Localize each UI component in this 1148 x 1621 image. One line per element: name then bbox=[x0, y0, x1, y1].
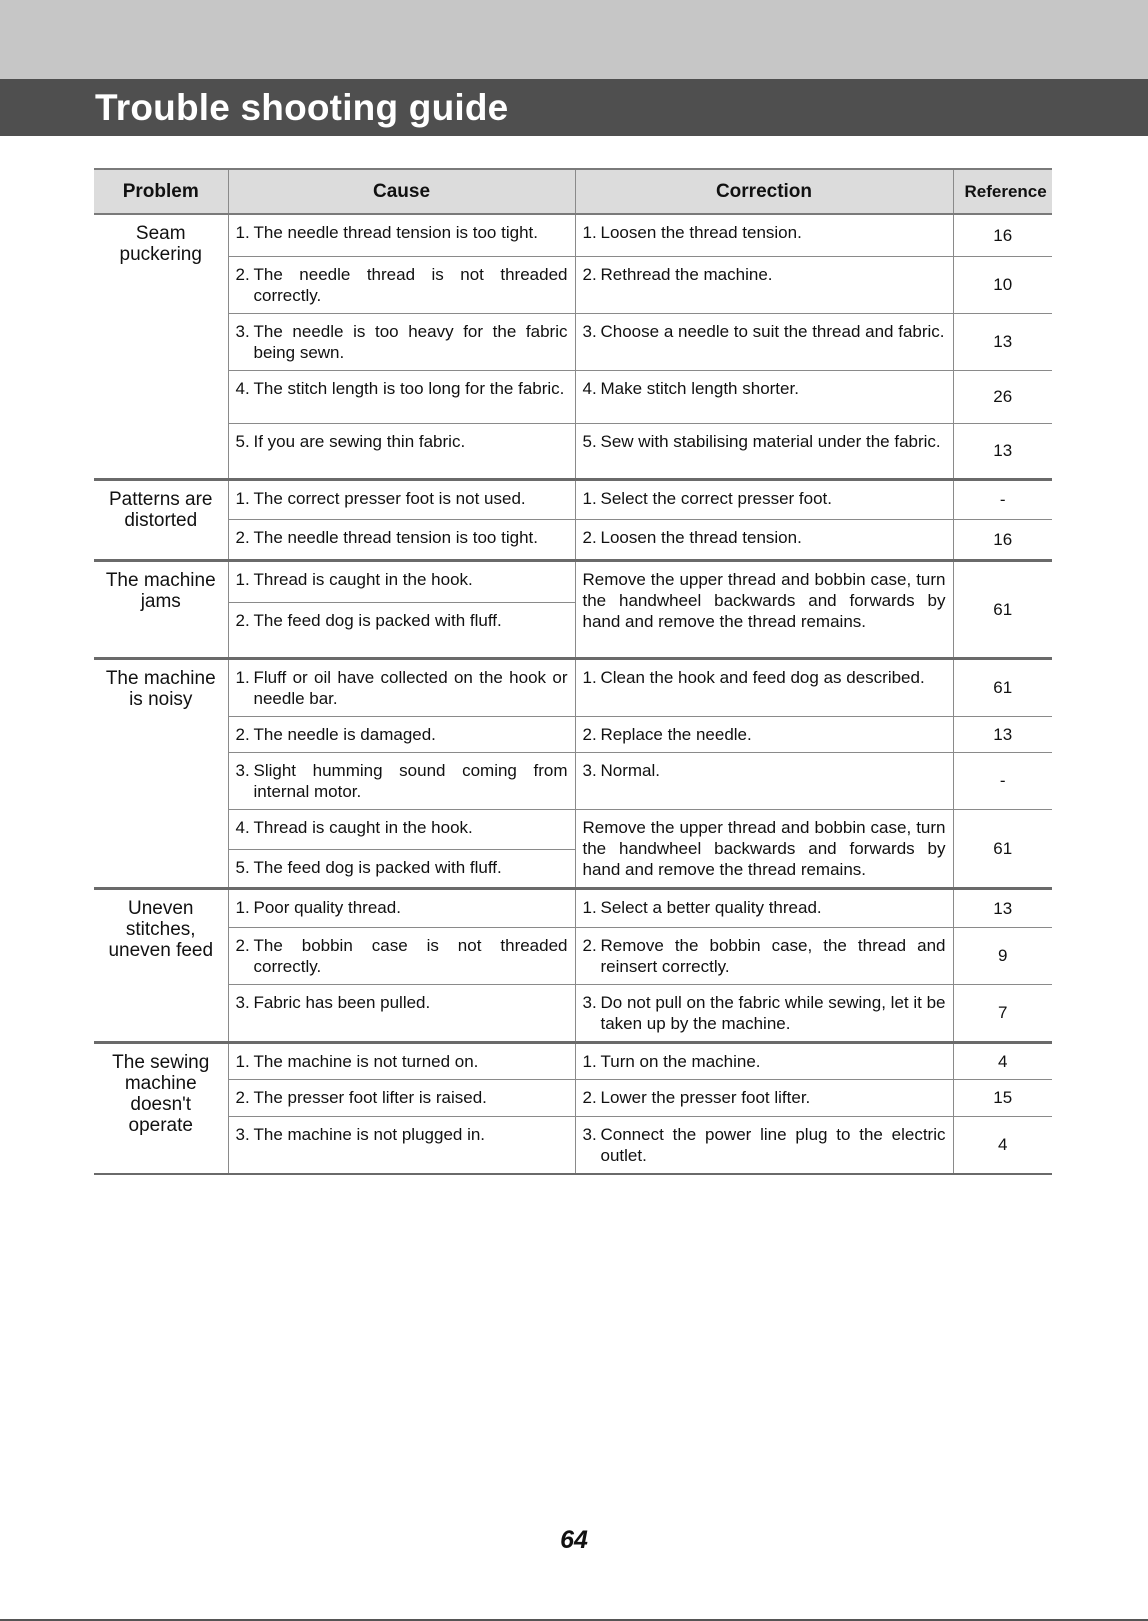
reference-cell: 26 bbox=[953, 370, 1052, 423]
cause-cell bbox=[228, 1042, 575, 1079]
cause-number: 1. bbox=[235, 223, 250, 242]
cause-cell bbox=[228, 313, 575, 370]
correction-text: Rethread the machine. bbox=[600, 264, 773, 284]
correction-cell bbox=[575, 716, 953, 752]
correction-cell bbox=[575, 1116, 953, 1174]
table-row bbox=[94, 479, 1052, 519]
table-row bbox=[94, 560, 1052, 602]
correction-cell bbox=[575, 423, 953, 479]
reference-cell: 16 bbox=[953, 214, 1052, 256]
correction-text: Replace the needle. bbox=[600, 724, 752, 744]
cause-text: Slight humming sound coming from internal motor. bbox=[253, 760, 568, 801]
cause-cell bbox=[228, 214, 575, 256]
table-row bbox=[94, 752, 1052, 809]
page-title: Trouble shooting guide bbox=[95, 87, 509, 128]
correction-cell bbox=[575, 1079, 953, 1116]
reference-cell: 61 bbox=[953, 658, 1052, 716]
cause-number: 3. bbox=[235, 1124, 250, 1144]
correction-text: Clean the hook and feed dog as described. bbox=[600, 667, 925, 687]
correction-number: 2. bbox=[582, 527, 597, 547]
title-bar bbox=[0, 79, 1148, 136]
cause-number: 5. bbox=[235, 431, 250, 451]
table-row bbox=[94, 256, 1052, 313]
cause-text: Poor quality thread. bbox=[253, 897, 401, 917]
column-header-correction: Correction bbox=[575, 169, 953, 214]
cause-text: The needle is damaged. bbox=[253, 724, 436, 744]
cause-text: The needle thread tension is too tight. bbox=[253, 223, 538, 242]
cause-cell bbox=[228, 752, 575, 809]
table-row bbox=[94, 658, 1052, 716]
correction-text: Remove the bobbin case, the thread and reinsert correctly. bbox=[600, 935, 946, 976]
cause-number: 2. bbox=[235, 264, 250, 284]
correction-text: Make stitch length shorter. bbox=[600, 378, 799, 398]
cause-cell bbox=[228, 888, 575, 927]
correction-number: 2. bbox=[582, 935, 597, 955]
cause-number: 4. bbox=[235, 378, 250, 398]
correction-cell bbox=[575, 658, 953, 716]
cause-text: The needle thread tension is too tight. bbox=[253, 527, 538, 547]
cause-cell bbox=[228, 519, 575, 560]
correction-cell bbox=[575, 888, 953, 927]
correction-cell-merged: Remove the upper thread and bobbin case, turn the handwheel backwards and forwards by hand and remove the thread remains. bbox=[575, 560, 953, 658]
cause-number: 2. bbox=[235, 1087, 250, 1107]
reference-cell: 13 bbox=[953, 313, 1052, 370]
cause-cell bbox=[228, 927, 575, 984]
cause-cell bbox=[228, 984, 575, 1042]
cause-number: 3. bbox=[235, 760, 250, 780]
column-header-reference: Reference bbox=[953, 169, 1052, 214]
cause-number: 2. bbox=[235, 724, 250, 744]
cause-number: 1. bbox=[235, 1051, 250, 1071]
cause-text: The feed dog is packed with fluff. bbox=[253, 857, 502, 877]
cause-text: Fabric has been pulled. bbox=[253, 992, 431, 1012]
correction-text: Turn on the machine. bbox=[600, 1051, 761, 1071]
correction-cell bbox=[575, 370, 953, 423]
cause-text: The stitch length is too long for the fabric. bbox=[253, 378, 565, 398]
reference-cell: 13 bbox=[953, 716, 1052, 752]
reference-cell: 4 bbox=[953, 1116, 1052, 1174]
cause-text: If you are sewing thin fabric. bbox=[253, 431, 466, 451]
cause-number: 3. bbox=[235, 992, 250, 1012]
cause-number: 4. bbox=[235, 817, 250, 837]
cause-cell bbox=[228, 716, 575, 752]
cause-cell bbox=[228, 256, 575, 313]
cause-text: Thread is caught in the hook. bbox=[253, 817, 473, 837]
correction-text: Connect the power line plug to the electric outlet. bbox=[600, 1124, 946, 1165]
table-row bbox=[94, 716, 1052, 752]
reference-cell: 61 bbox=[953, 560, 1052, 658]
correction-cell-merged: Remove the upper thread and bobbin case, turn the handwheel backwards and forwards by hand and remove the thread remains. bbox=[575, 809, 953, 888]
correction-cell bbox=[575, 984, 953, 1042]
cause-number: 1. bbox=[235, 488, 250, 508]
cause-text: The bobbin case is not threaded correctly. bbox=[253, 935, 568, 976]
problem-cell: Patterns are distorted bbox=[94, 479, 228, 560]
cause-text: The presser foot lifter is raised. bbox=[253, 1087, 487, 1107]
correction-number: 3. bbox=[582, 1124, 597, 1144]
correction-number: 1. bbox=[582, 897, 597, 917]
correction-text: Loosen the thread tension. bbox=[600, 223, 802, 242]
cause-number: 5. bbox=[235, 857, 250, 877]
cause-number: 1. bbox=[235, 667, 250, 687]
cause-cell bbox=[228, 809, 575, 849]
table-row bbox=[94, 370, 1052, 423]
table-row bbox=[94, 1079, 1052, 1116]
cause-number: 2. bbox=[235, 935, 250, 955]
cause-cell bbox=[228, 1116, 575, 1174]
reference-cell: 13 bbox=[953, 423, 1052, 479]
cause-text: The machine is not plugged in. bbox=[253, 1124, 486, 1144]
cause-text: Fluff or oil have collected on the hook or needle bar. bbox=[253, 667, 568, 708]
correction-cell bbox=[575, 479, 953, 519]
cause-number: 2. bbox=[235, 527, 250, 547]
cause-text: The needle is too heavy for the fabric being sewn. bbox=[253, 321, 568, 362]
correction-number: 5. bbox=[582, 431, 597, 451]
top-band bbox=[0, 0, 1148, 79]
table-row bbox=[94, 423, 1052, 479]
cause-number: 1. bbox=[235, 569, 250, 589]
correction-cell bbox=[575, 752, 953, 809]
reference-cell: 16 bbox=[953, 519, 1052, 560]
correction-number: 4. bbox=[582, 378, 597, 398]
problem-cell: The machine jams bbox=[94, 560, 228, 658]
correction-cell bbox=[575, 927, 953, 984]
correction-cell bbox=[575, 256, 953, 313]
cause-cell bbox=[228, 560, 575, 602]
correction-number: 1. bbox=[582, 667, 597, 687]
table-row bbox=[94, 313, 1052, 370]
correction-text: Sew with stabilising material under the fabric. bbox=[600, 431, 941, 451]
correction-number: 2. bbox=[582, 1087, 597, 1107]
cause-cell bbox=[228, 479, 575, 519]
reference-cell: 4 bbox=[953, 1042, 1052, 1079]
cause-cell bbox=[228, 849, 575, 888]
table-row bbox=[94, 888, 1052, 927]
page-number: 64 bbox=[560, 1526, 588, 1554]
cause-text: Thread is caught in the hook. bbox=[253, 569, 473, 589]
column-header-cause: Cause bbox=[228, 169, 575, 214]
correction-text: Lower the presser foot lifter. bbox=[600, 1087, 811, 1107]
problem-cell: Uneven stitches, uneven feed bbox=[94, 888, 228, 1042]
correction-cell bbox=[575, 1042, 953, 1079]
correction-number: 3. bbox=[582, 760, 597, 780]
cause-cell bbox=[228, 658, 575, 716]
table-row bbox=[94, 984, 1052, 1042]
reference-cell: 61 bbox=[953, 809, 1052, 888]
correction-cell bbox=[575, 313, 953, 370]
table-row bbox=[94, 519, 1052, 560]
reference-cell: 7 bbox=[953, 984, 1052, 1042]
correction-number: 2. bbox=[582, 264, 597, 284]
correction-number: 1. bbox=[582, 1051, 597, 1071]
cause-cell bbox=[228, 602, 575, 658]
table-row bbox=[94, 927, 1052, 984]
problem-cell: The sewing machine doesn't operate bbox=[94, 1042, 228, 1174]
correction-number: 1. bbox=[582, 223, 597, 242]
correction-cell bbox=[575, 214, 953, 256]
correction-text: Select a better quality thread. bbox=[600, 897, 822, 917]
reference-cell: - bbox=[953, 752, 1052, 809]
cause-cell bbox=[228, 1079, 575, 1116]
column-header-problem: Problem bbox=[94, 169, 228, 214]
problem-cell: Seam puckering bbox=[94, 214, 228, 479]
reference-cell: 15 bbox=[953, 1079, 1052, 1116]
correction-number: 3. bbox=[582, 992, 597, 1012]
reference-cell: 13 bbox=[953, 888, 1052, 927]
table-row bbox=[94, 1116, 1052, 1174]
cause-text: The machine is not turned on. bbox=[253, 1051, 479, 1071]
correction-number: 3. bbox=[582, 321, 597, 341]
table-row bbox=[94, 214, 1052, 256]
correction-text: Choose a needle to suit the thread and fabric. bbox=[600, 321, 945, 341]
cause-cell bbox=[228, 370, 575, 423]
table-header-row bbox=[94, 169, 1052, 214]
correction-number: 1. bbox=[582, 488, 597, 508]
correction-number: 2. bbox=[582, 724, 597, 744]
correction-cell bbox=[575, 519, 953, 560]
cause-text: The needle thread is not threaded correctly. bbox=[253, 264, 568, 305]
problem-cell: The machine is noisy bbox=[94, 658, 228, 888]
cause-number: 1. bbox=[235, 897, 250, 917]
correction-text: Do not pull on the fabric while sewing, let it be taken up by the machine. bbox=[600, 992, 946, 1033]
cause-number: 3. bbox=[235, 321, 250, 341]
correction-text: Select the correct presser foot. bbox=[600, 488, 832, 508]
reference-cell: 10 bbox=[953, 256, 1052, 313]
troubleshooting-table bbox=[94, 168, 1052, 1175]
reference-cell: - bbox=[953, 479, 1052, 519]
reference-cell: 9 bbox=[953, 927, 1052, 984]
cause-cell bbox=[228, 423, 575, 479]
cause-text: The feed dog is packed with fluff. bbox=[253, 610, 502, 630]
table-row bbox=[94, 1042, 1052, 1079]
cause-text: The correct presser foot is not used. bbox=[253, 488, 526, 508]
cause-number: 2. bbox=[235, 610, 250, 630]
correction-text: Normal. bbox=[600, 760, 661, 780]
table-row bbox=[94, 809, 1052, 849]
correction-text: Loosen the thread tension. bbox=[600, 527, 802, 547]
